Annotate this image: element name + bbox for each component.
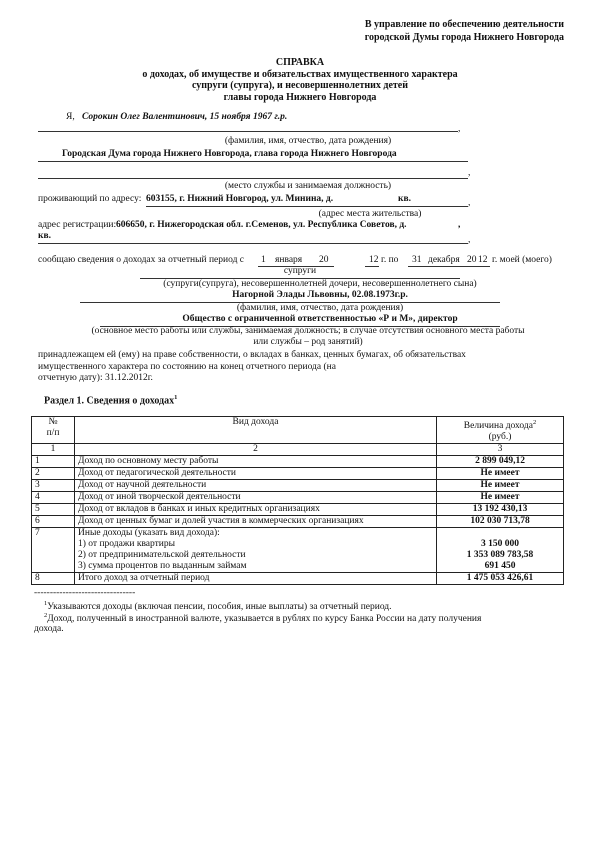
footnote-2: $^2$Доход, полученный в иностранной валюте, указывается в рублях по курсу Банка России на дату получения [44,612,482,625]
footnote-separator: -------------------------------- [34,588,136,598]
underline [38,161,468,162]
period-text: сообщаю сведения о доходах за отчетный период с [38,255,244,265]
title-subline-2: супруги (супруга), и несовершеннолетних детей [191,80,409,91]
underline [38,131,458,132]
underline [38,178,468,179]
column-number-row: 1 2 3 [32,444,564,456]
table-row: 4 Доход от иной творческой деятельности Не имеет [32,492,564,504]
header-num: № [48,417,58,427]
table-row: 6 Доход от ценных бумаг и долей участия в коммерческих организациях 102 030 713,78 [32,516,564,528]
header-value: Величина дохода [463,421,533,432]
table-row: 2 Доход от педагогической деятельности Не имеет [32,468,564,480]
header-type: Вид дохода [75,417,437,444]
spouse-name-caption: (фамилия, имя, отчество, дата рождения) [236,303,404,313]
registration-label: адрес регистрации: [38,220,117,230]
period-text-to: г. по [381,255,399,265]
period-month-from: января [275,255,303,265]
declarant-prefix: Я, [66,112,75,122]
ownership-line-1: принадлежащем ей (ему) на праве собственности, о вкладах в банках, ценных бумагах, об обязательствах [38,350,466,360]
table-row-total: 8 Итого доход за отчетный период 1 475 053 426,61 [32,573,564,585]
registration-comma: , [458,220,461,230]
spouse-workplace-caption-2: или службы – род занятий) [253,337,363,347]
workplace-caption: (место службы и занимаемая должность) [224,181,392,191]
table-header-row: № п/п Вид дохода Величина дохода$^2$ (руб.) [32,417,564,444]
registration-address: 606650, г. Нижегородская обл. г.Семенов, ул. Республика Советов, д. [116,220,407,230]
residence-caption: (адрес места жительства) [318,209,422,219]
period-month-to: декабря [428,255,460,265]
ownership-line-3: отчетную дату): 31.12.2012г. [38,373,153,383]
residence-label: проживающий по адресу: [38,194,142,204]
table-row-other-income: 7 Иные доходы (указать вид дохода): 1) от продажи квартиры 2) от предпринимательской деятельности 3) сумма процентов по выданным займам 3 150 000 1 353 089 783,58 691 450 [32,528,564,573]
spouse-workplace: Общество с ограниченной ответственностью «Р и М», директор [182,314,458,324]
declarant-name: Сорокин Олег Валентинович, 15 ноября 1967 г.р. [82,112,288,122]
title-subline-1: о доходах, об имуществе и обязательствах имущественного характера [142,68,458,80]
period-year-to-suffix: 12 [478,255,488,265]
period-year-from-suffix: 12 [369,255,379,265]
income-table [31,416,564,585]
period-day-from: 1 [261,255,266,265]
section-title: Раздел 1. Сведения о доходах$^1$ [44,394,178,407]
declarant-name-caption: (фамилия, имя, отчество, дата рождения) [224,136,392,146]
underline [146,206,468,207]
table-row: 5 Доход от вкладов в банках и иных кредитных организациях 13 192 430,13 [32,504,564,516]
table-row: 1 Доход по основному месту работы 2 899 049,12 [32,456,564,468]
addressee-line-2: городской Думы города Нижнего Новгорода [364,32,564,43]
residence-address: 603155, г. Нижний Новгород, ул. Минина, д. [146,194,334,204]
residence-apartment: кв. [398,194,411,204]
period-text-suffix: г. моей (моего) [492,255,552,265]
declarant-workplace: Городская Дума города Нижнего Новгорода, глава города Нижнего Новгорода [62,149,397,159]
spouse-workplace-caption-1: (основное место работы или службы, занимаемая должность; в случае отсутствия основного места работы [91,326,525,336]
period-year-to: 20 [467,255,477,265]
addressee-line-1: В управление по обеспечению деятельности [364,19,564,30]
period-year-from: 20 [319,255,329,265]
header-num-sub: п/п [46,428,60,438]
registration-apartment: кв. [38,231,51,241]
relation-caption: (супруги(супруга), несовершеннолетней дочери, несовершеннолетнего сына) [163,279,477,289]
title-subline-3: главы города Нижнего Новгорода [223,91,377,103]
period-day-to: 31 [412,255,422,265]
ownership-line-2: имущественного характера по состоянию на конец отчетного периода (на [38,361,336,372]
document-title: СПРАВКА [275,57,325,68]
footnote-2-continued: дохода. [34,624,64,634]
spouse-name: Нагорной Элады Львовны, 02.08.1973г.р. [232,290,408,300]
underline [38,243,468,244]
header-value-unit: (руб.) [488,432,512,443]
relation: супруги [283,266,317,276]
table-row: 3 Доход от научной деятельности Не имеет [32,480,564,492]
footnote-1: $^1$Указываются доходы (включая пенсии, пособия, иные выплаты) за отчетный период. [44,600,392,613]
